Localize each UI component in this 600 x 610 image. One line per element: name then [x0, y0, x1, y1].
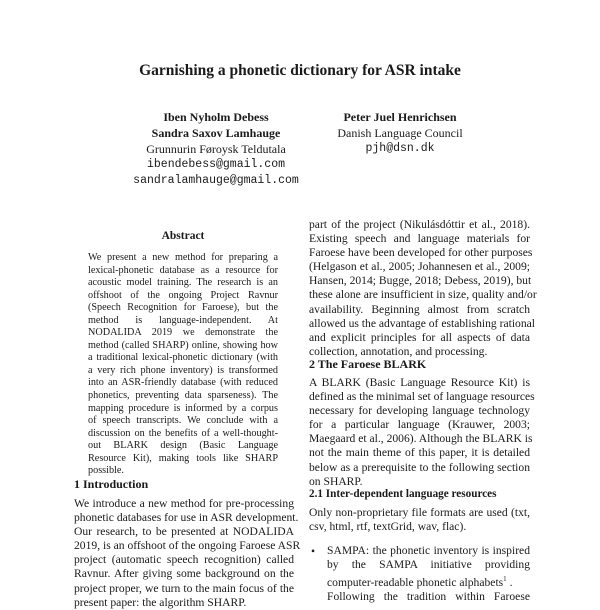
subsection-line: Only non-proprietary file formats are used (txt, [309, 506, 530, 519]
paragraph-line: and explicit principles for all aspects of data [309, 330, 530, 344]
paragraph-line: part of the project (Nikulásdóttir et al., 2018). [309, 218, 530, 231]
bullet-line: by the SAMPA initiative providing [327, 558, 530, 572]
introduction-line: Our research, to be presented at NODALIDA [74, 525, 294, 539]
blark-line: A BLARK (Basic Language Resource Kit) is [309, 376, 530, 389]
abstract-line: NODALIDA 2019 we demonstrate the [88, 327, 278, 339]
abstract-line: phonetics, preventing data sparseness). The [88, 390, 278, 402]
blark-line: defined as the minimal set of language resources [309, 390, 535, 404]
author-email: ibendebess@gmail.com [146, 158, 286, 171]
paper-title: Garnishing a phonetic dictionary for ASR intake [139, 62, 461, 79]
bullet-item [327, 544, 530, 604]
introduction-line: present paper: the algorithm SHARP. [74, 595, 247, 609]
blark-line: not the main theme of this paper, it is detailed [309, 446, 530, 460]
bullet-line: computer-readable phonetic alphabets [327, 576, 504, 590]
bullet-marker: • [311, 545, 316, 558]
abstract-line: a very rich phone inventory) is transformed [88, 364, 278, 376]
blark-body [309, 376, 535, 489]
introduction-line: project proper, we turn to the main focus of the [74, 581, 294, 595]
author-email: pjh@dsn.dk [365, 142, 435, 155]
introduction-line: 2019, is an offshoot of the ongoing Faroese ASR [74, 539, 301, 553]
section-heading-blark: 2 The Faroese BLARK [309, 357, 427, 371]
abstract-heading: Abstract [161, 230, 205, 242]
author-affiliation: Grunnurin Føroysk Teldutala [146, 142, 286, 156]
introduction-line: We introduce a new method for pre-processing [74, 497, 294, 510]
abstract-line: method is language-independent. At [88, 314, 278, 326]
abstract-line: of speech transcripts. We conclude with a [88, 415, 278, 427]
blark-line: on SHARP. [309, 474, 363, 488]
abstract-line: discussion on the benefits of a well-thought- [88, 427, 278, 439]
blark-line: below as a prerequisite to the following section [309, 460, 530, 474]
bullet-line [327, 572, 530, 590]
abstract-line: offshoot of the ongoing Project Ravnur [88, 289, 278, 301]
introduction-line: project (automatic speech recognition) called [74, 553, 294, 567]
abstract-line: lexical-phonetic database as a resource for [88, 264, 278, 276]
author-name: Iben Nyholm Debess [163, 110, 269, 124]
abstract-line: Resource Kit), making tools like SHARP [88, 452, 278, 464]
subsection-body [309, 506, 530, 534]
paragraph-line: these alone are insufficient in size, quality and/or [309, 288, 537, 302]
subsection-heading: 2.1 Inter-dependent language resources [309, 488, 497, 500]
abstract-line: We present a new method for preparing a [88, 252, 278, 263]
bullet-line: Following the tradition within Faroese [327, 590, 530, 604]
paragraph-line: collection, annotation, and processing. [309, 344, 488, 358]
blark-line: necessary for developing language technology [309, 404, 530, 418]
bullet-line: SAMPA: the phonetic inventory is inspired [327, 544, 530, 557]
author-affiliation: Danish Language Council [337, 126, 463, 140]
abstract-line: mapping procedure is informed by a corpus [88, 402, 278, 414]
abstract-body [88, 252, 278, 478]
introduction-body [74, 497, 301, 610]
subsection-line: csv, html, rtf, textGrid, wav, flac). [309, 520, 467, 534]
author-block-right [320, 109, 480, 157]
abstract-line: method (called SHARP) online, showing how [88, 339, 278, 351]
author-email: sandralamhauge@gmail.com [133, 174, 299, 187]
paragraph-line: (Helgason et al., 2005; Johannesen et al., 2009; [309, 260, 530, 274]
paragraph-line: Hansen, 2014; Bugge, 2018; Debess, 2019), but [309, 274, 532, 288]
paragraph-line: Existing speech and language materials for [309, 232, 530, 246]
blark-line: Maegaard et al., 2006). Although the BLARK is [309, 432, 533, 446]
author-name: Sandra Saxov Lamhauge [151, 126, 281, 140]
abstract-line: (Speech Recognition for Faroese), but the [88, 302, 278, 314]
blark-line: for a particular language (Krauwer, 2003; [309, 418, 530, 432]
introduction-line: Ravnur. After giving some background on the [74, 567, 294, 581]
paragraph-line: availability. Beginning almost from scratch [309, 302, 530, 316]
author-name: Peter Juel Henrichsen [343, 110, 457, 124]
abstract-line: a traditional lexical-phonetic dictionary (with [88, 352, 278, 364]
abstract-line: out BLARK design (Basic Language [88, 440, 278, 452]
right-column-paragraph [309, 218, 537, 359]
abstract-line: acoustic model training. The research is an [88, 277, 278, 289]
bullet-line-period: . [506, 576, 513, 590]
paragraph-line: allowed us the advantage of establishing rational [309, 316, 536, 330]
abstract-line: possible. [88, 465, 124, 477]
footnote-mark: 1 [503, 575, 507, 584]
introduction-line: phonetic databases for use in ASR development. [74, 511, 299, 525]
section-heading-introduction: 1 Introduction [74, 477, 149, 491]
paragraph-line: Faroese have been developed for other purposes [309, 246, 533, 260]
abstract-line: into an ASR-friendly database (with reduced [88, 377, 278, 389]
author-block-left [118, 109, 314, 189]
